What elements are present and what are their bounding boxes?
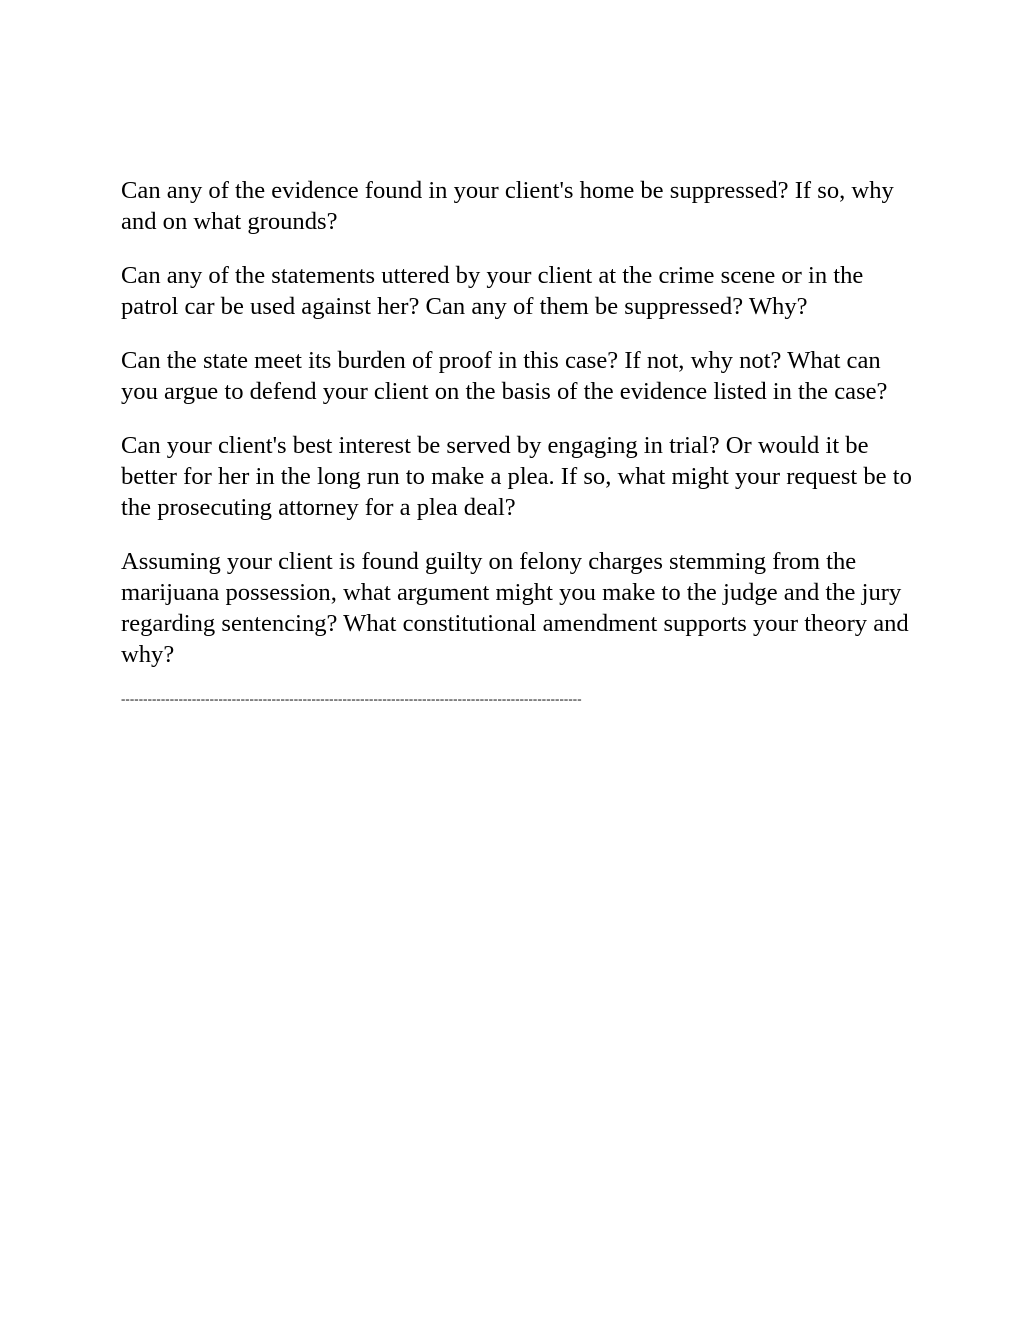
dashed-divider: -------------------------------------------------------------------------------------------------------- <box>121 691 582 706</box>
question-paragraph-4: Can your client's best interest be served by engaging in trial? Or would it be better for her in the long run to make a plea. If so, what might your request be to the prosecuting attorney for a plea deal? <box>121 432 912 521</box>
question-paragraph-1: Can any of the evidence found in your client's home be suppressed? If so, why and on what grounds? <box>121 177 894 235</box>
question-paragraph-5: Assuming your client is found guilty on felony charges stemming from the marijuana possession, what argument might you make to the judge and the jury regarding sentencing? What constitutional amendment supports your theory and why? <box>121 548 909 668</box>
question-paragraph-3: Can the state meet its burden of proof in this case? If not, why not? What can you argue to defend your client on the basis of the evidence listed in the case? <box>121 347 888 405</box>
question-paragraph-2: Can any of the statements uttered by your client at the crime scene or in the patrol car be used against her? Can any of them be suppressed? Why? <box>121 262 864 320</box>
document-page <box>121 175 921 707</box>
